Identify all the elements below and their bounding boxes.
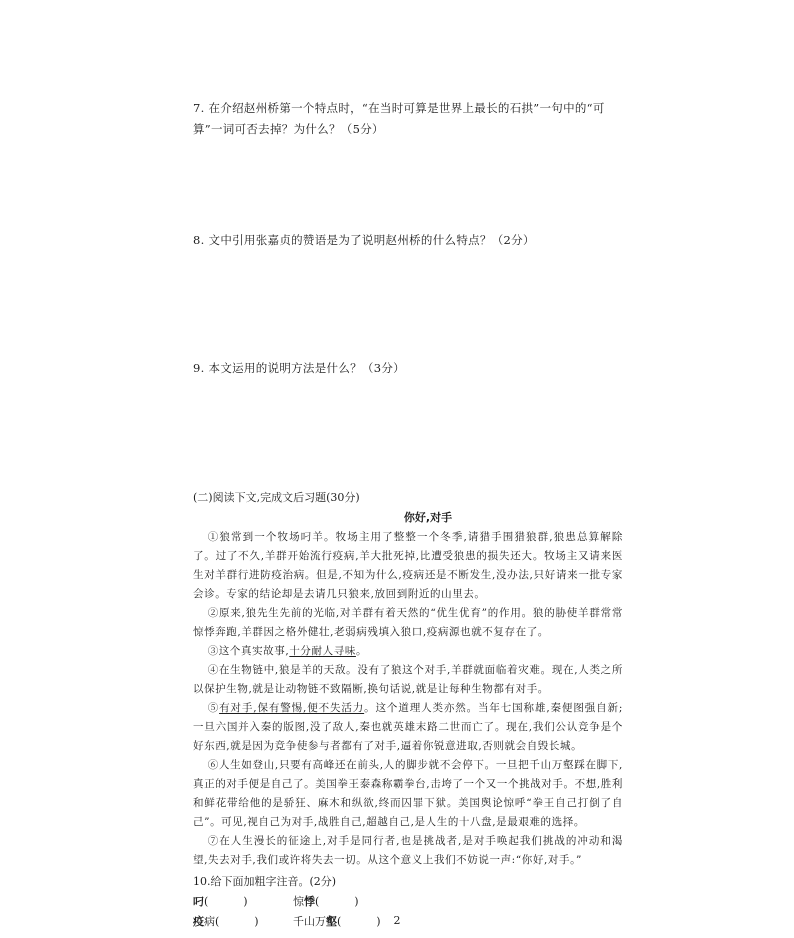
paragraph-2: ②原来,狼先生先前的光临,对羊群有着天然的“优生优育”的作用。狼的胁使羊群常常惊悸奔跑,羊群因之格外健壮,老弱病残填入狼口,疫病源也就不复存在了。 <box>193 607 623 638</box>
p3-end: 。 <box>355 645 368 657</box>
article-title: 你好,对手 <box>403 511 453 524</box>
p5-num: ⑤ <box>207 702 220 714</box>
p5-underlined: 有对手,保有警惕,便不失活力 <box>219 702 365 714</box>
question-8: 8. 文中引用张嘉贞的赞语是为了说明赵州桥的什么特点？（2分） <box>193 233 535 247</box>
paragraph-7: ⑦在人生漫长的征途上,对手是同行者,也是挑战者,是对手唤起我们挑战的冲动和渴望,失去对手,我们或许将失去一切。从这个意义上我们不妨说一声:“你好,对手。” <box>193 835 623 866</box>
pinyin-item-3: 疫病( ) <box>193 915 259 928</box>
p3-text: ③这个真实故事, <box>207 645 290 657</box>
pinyin-item-2: 惊悸( ) <box>293 895 359 908</box>
pinyin-blank-1[interactable]: ( ) <box>204 895 248 908</box>
pinyin-row-1 <box>193 892 623 912</box>
pinyin-blank-4[interactable]: ( ) <box>337 915 381 928</box>
question-9: 9. 本文运用的说明方法是什么？（3分） <box>193 361 405 375</box>
question-10: 10.给下面加粗字注音。(2分) <box>193 875 337 888</box>
paragraph-1: ①狼常到一个牧场叼羊。牧场主用了整整一个冬季,请猎手围猎狼群,狼患总算解除了。过了不久,羊群开始流行疫病,羊大批死掉,比遭受狼患的损失还大。牧场主又请来医生对羊群行进防疫治病。但是,不知为什么,疫病还是不断发生,没办法,只好请来一批专家会诊。专家的结论却是去请几只狼来,放回到附近的山里去。 <box>193 531 623 600</box>
paragraph-3 <box>193 642 623 661</box>
question-7: 7. 在介绍赵州桥第一个特点时，“在当时可算是世界上最长的石拱”一句中的“可算”一词可否去掉？为什么？（5分） <box>193 101 605 136</box>
paragraph-5 <box>193 699 623 756</box>
section-heading: (二)阅读下文,完成文后习题(30分) <box>193 491 360 504</box>
pinyin-item-4: 千山万壑( ) <box>293 915 381 928</box>
pinyin-blank-2[interactable]: ( ) <box>315 895 359 908</box>
paragraph-6: ⑥人生如登山,只要有高峰还在前头,人的脚步就不会停下。一旦把千山万壑踩在脚下,真正的对手便是自己了。美国拳王泰森称霸拳台,击垮了一个又一个挑战对手。不想,胜利和鲜花带给他的是骄狂、麻木和纵欲,终而囚罪下狱。美国舆论惊呼“拳王自己打倒了自己”。可见,视自己为对手,战胜自己,超越自己,是人生的十八盘,是最艰难的选择。 <box>193 759 623 828</box>
paragraph-4: ④在生物链中,狼是羊的天敌。没有了狼这个对手,羊群就面临着灾难。现在,人类之所以保护生物,就是让动物链不致隔断,换句话说,就是让每种生物都有对手。 <box>193 664 623 695</box>
pinyin-blank-3[interactable]: ( ) <box>215 915 259 928</box>
page-number: 2 <box>393 914 401 927</box>
p3-underlined: 十分耐人寻味 <box>289 645 356 657</box>
reading-section-2 <box>193 488 623 932</box>
p5-text: 。这个道理人类亦然。当年七国称雄,秦便图强自新;一旦六国并入秦的版图,没了敌人,秦也就英雄末路二世而亡了。现在,我们公认竞争是个好东西,就是因为竞争使参与者都有了对手,逼着你锐意进取,否则就会自毁长城。 <box>193 702 623 752</box>
pinyin-item-1: 叼( ) <box>193 895 248 908</box>
